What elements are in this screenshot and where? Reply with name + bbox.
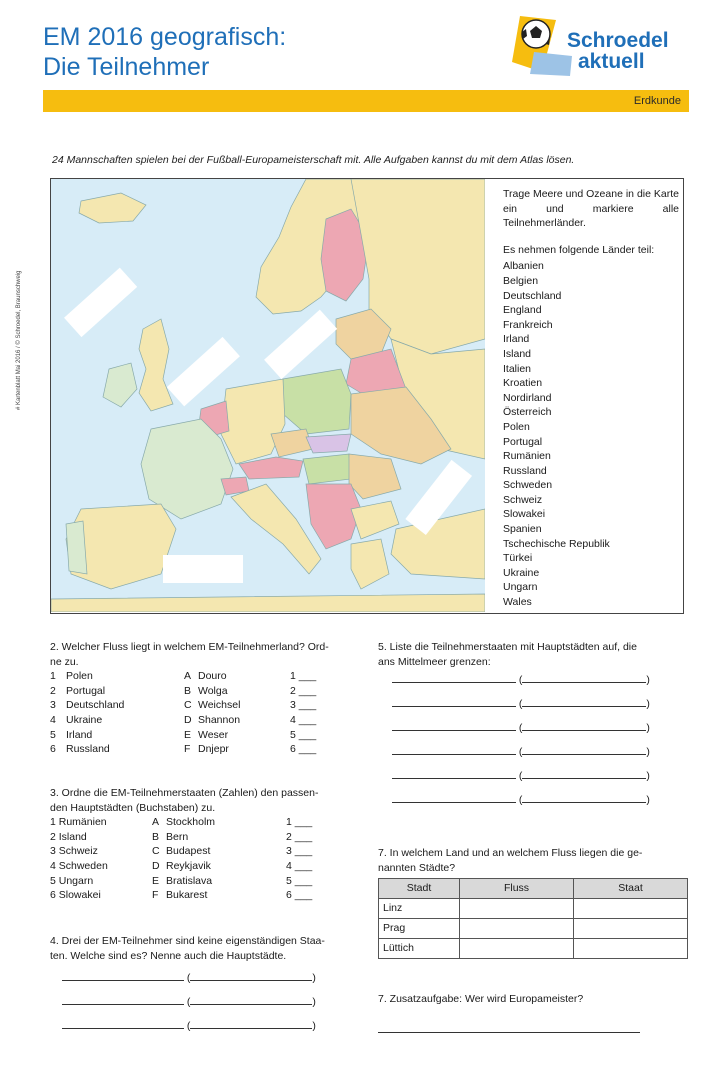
question-7-prompt-2: nannten Städte?: [378, 861, 456, 874]
question-3-grid: [50, 815, 360, 903]
option-letter: E: [184, 728, 192, 741]
option-letter: F: [152, 889, 159, 902]
question-2: [50, 640, 360, 757]
list-item: Polen: [503, 420, 530, 433]
question-7-bonus-prompt: 7. Zusatzaufgabe: Wer wird Europameister?: [378, 993, 584, 1005]
country-name: 3 Schweiz: [50, 845, 98, 858]
map-box: [50, 178, 684, 614]
list-item: Deutschland: [503, 289, 562, 302]
list-item: Albanien: [503, 260, 544, 273]
list-item: Kroatien: [503, 377, 543, 390]
subject-bar: [43, 90, 689, 112]
option-letter: A: [184, 670, 192, 683]
table-header-row: [379, 879, 688, 899]
question-2-grid: [50, 669, 360, 757]
map-task-panel: [503, 187, 679, 610]
river-name: Dnjepr: [198, 743, 229, 756]
cities-table: [378, 878, 688, 959]
question-7-cities: [378, 846, 688, 959]
capital-name: Bratislava: [166, 874, 213, 887]
river-name: Douro: [198, 670, 227, 683]
capital-name: Stockholm: [166, 816, 216, 829]
river-name: Weser: [198, 728, 229, 741]
answer-line[interactable]: ( ): [392, 745, 688, 769]
title-line-1: EM 2016 geografisch:: [43, 23, 287, 51]
option-letter: B: [152, 830, 160, 843]
country-name: 1 Rumänien: [50, 816, 107, 829]
logo-text: [567, 30, 669, 72]
river-name: Shannon: [198, 713, 241, 726]
list-item: England: [503, 304, 542, 317]
intro-text: 24 Mannschaften spielen bei der Fußball-Europameisterschaft mit. Alle Aufgaben kannst du mit dem Atlas lösen.: [52, 154, 575, 166]
option-letter: C: [184, 699, 192, 712]
answer-blank[interactable]: 5 ___: [286, 874, 313, 887]
list-item: Belgien: [503, 274, 539, 287]
answer-blank[interactable]: 2 ___: [290, 684, 317, 697]
country-name: Irland: [66, 728, 93, 741]
country-list-heading: Es nehmen folgende Länder teil:: [503, 243, 655, 256]
answer-blank[interactable]: 1 ___: [286, 816, 313, 829]
option-letter: A: [152, 816, 160, 829]
option-letter: D: [152, 859, 160, 872]
country-name: Deutschland: [66, 699, 125, 712]
question-5: [378, 640, 688, 817]
country-name: Russland: [66, 743, 110, 756]
question-4-answers: [62, 971, 360, 1043]
question-5-answers: [392, 673, 688, 817]
list-item: Ungarn: [503, 581, 538, 594]
table-row: [379, 899, 688, 919]
question-3-prompt-1: 3. Ordne die EM-Teilnehmerstaaten (Zahlen) den passen-: [50, 787, 319, 799]
answer-blank[interactable]: 4 ___: [286, 859, 313, 872]
answer-blank[interactable]: 4 ___: [290, 713, 317, 726]
row-number: 1: [50, 670, 56, 683]
option-letter: B: [184, 684, 192, 697]
title-line-2: Die Teilnehmer: [43, 53, 210, 81]
question-3-prompt-2: den Hauptstädten (Buchstaben) zu.: [50, 801, 216, 814]
table-row: [379, 919, 688, 939]
capital-name: Bukarest: [166, 889, 208, 902]
list-item: Portugal: [503, 435, 543, 448]
capital-name: Bern: [166, 830, 189, 843]
row-number: 2: [50, 684, 56, 697]
list-item: Island: [503, 347, 532, 360]
question-7-bonus: [378, 992, 688, 1037]
list-item: Ukraine: [503, 566, 540, 579]
river-cell[interactable]: [460, 899, 574, 919]
river-name: Weichsel: [198, 699, 241, 712]
subject-label: Erdkunde: [633, 95, 681, 107]
option-letter: E: [152, 874, 160, 887]
column-header: Staat: [574, 879, 688, 899]
question-4-prompt-2: ten. Welche sind es? Nenne auch die Hauptstädte.: [50, 949, 287, 962]
question-5-prompt-1: 5. Liste die Teilnehmerstaaten mit Hauptstädten auf, die: [378, 641, 637, 653]
row-number: 4: [50, 713, 56, 726]
answer-line[interactable]: [378, 1023, 688, 1038]
list-item: Italien: [503, 362, 532, 375]
list-item: Rumänien: [503, 450, 551, 463]
river-name: Wolga: [198, 684, 228, 697]
list-item: Wales: [503, 596, 532, 609]
question-4-prompt-1: 4. Drei der EM-Teilnehmer sind keine eigenständigen Staa-: [50, 935, 325, 947]
answer-blank[interactable]: 3 ___: [286, 845, 313, 858]
country-name: 4 Schweden: [50, 859, 108, 872]
logo-line-1: Schroedel: [567, 29, 669, 52]
country-name: 6 Slowakei: [50, 889, 101, 902]
column-header: Stadt: [379, 879, 460, 899]
answer-blank[interactable]: 5 ___: [290, 728, 317, 741]
page-title: [43, 22, 286, 82]
list-item: Türkei: [503, 552, 533, 565]
country-cell[interactable]: [574, 919, 688, 939]
country-cell[interactable]: [574, 939, 688, 959]
answer-blank[interactable]: 1 ___: [290, 670, 317, 683]
question-2-prompt-2: ne zu.: [50, 655, 79, 668]
city-cell: Linz: [379, 899, 460, 919]
answer-line[interactable]: ( ): [392, 769, 688, 793]
list-item: Schweden: [503, 479, 553, 492]
country-name: Ukraine: [66, 713, 103, 726]
river-cell[interactable]: [460, 919, 574, 939]
europe-map: [51, 179, 485, 612]
list-item: Spanien: [503, 523, 542, 536]
question-7-prompt-1: 7. In welchem Land und an welchem Fluss liegen die ge-: [378, 847, 643, 859]
option-letter: F: [184, 743, 191, 756]
answer-line[interactable]: ( ): [62, 1019, 360, 1043]
option-letter: C: [152, 845, 160, 858]
answer-blank[interactable]: 2 ___: [286, 830, 313, 843]
row-number: 3: [50, 699, 56, 712]
list-item: Österreich: [503, 406, 552, 419]
row-number: 6: [50, 743, 56, 756]
answer-blank[interactable]: 6 ___: [286, 889, 313, 902]
copyright-note: # Kartenblatt Mai 2016 / © Schroedel, Braunschweig: [16, 270, 22, 410]
question-4: [50, 934, 360, 1043]
answer-line[interactable]: ( ): [392, 721, 688, 745]
river-cell[interactable]: [460, 939, 574, 959]
country-name: 5 Ungarn: [50, 874, 94, 887]
list-item: Russland: [503, 464, 547, 477]
country-name: 2 Island: [50, 830, 87, 843]
answer-blank[interactable]: 6 ___: [290, 743, 317, 756]
answer-line[interactable]: ( ): [62, 995, 360, 1019]
country-name: Polen: [66, 670, 93, 683]
answer-line[interactable]: ( ): [392, 793, 688, 817]
answer-blank[interactable]: 3 ___: [290, 699, 317, 712]
list-item: Tschechische Republik: [503, 537, 610, 550]
question-5-prompt-2: ans Mittelmeer grenzen:: [378, 655, 491, 668]
list-item: Slowakei: [503, 508, 546, 521]
city-cell: Prag: [379, 919, 460, 939]
country-cell[interactable]: [574, 899, 688, 919]
list-item: Schweiz: [503, 493, 543, 506]
row-number: 5: [50, 728, 56, 741]
country-list: [503, 259, 679, 609]
logo-line-2: aktuell: [578, 50, 645, 73]
city-cell: Lüttich: [379, 939, 460, 959]
answer-line[interactable]: ( ): [392, 697, 688, 721]
list-item: Frankreich: [503, 318, 553, 331]
table-row: [379, 939, 688, 959]
column-header: Fluss: [460, 879, 574, 899]
question-3: [50, 786, 360, 903]
capital-name: Reykjavik: [166, 859, 211, 872]
option-letter: D: [184, 713, 192, 726]
answer-line[interactable]: ( ): [392, 673, 688, 697]
country-name: Portugal: [66, 684, 106, 697]
map-task-text: Trage Meere und Ozeane in die Karte ein und markiere alle Teilnehmerländer.: [503, 188, 679, 230]
answer-line[interactable]: ( ): [62, 971, 360, 995]
question-2-prompt-1: 2. Welcher Fluss liegt in welchem EM-Teilnehmerland? Ord-: [50, 641, 329, 653]
list-item: Irland: [503, 333, 530, 346]
capital-name: Budapest: [166, 845, 211, 858]
list-item: Nordirland: [503, 391, 552, 404]
